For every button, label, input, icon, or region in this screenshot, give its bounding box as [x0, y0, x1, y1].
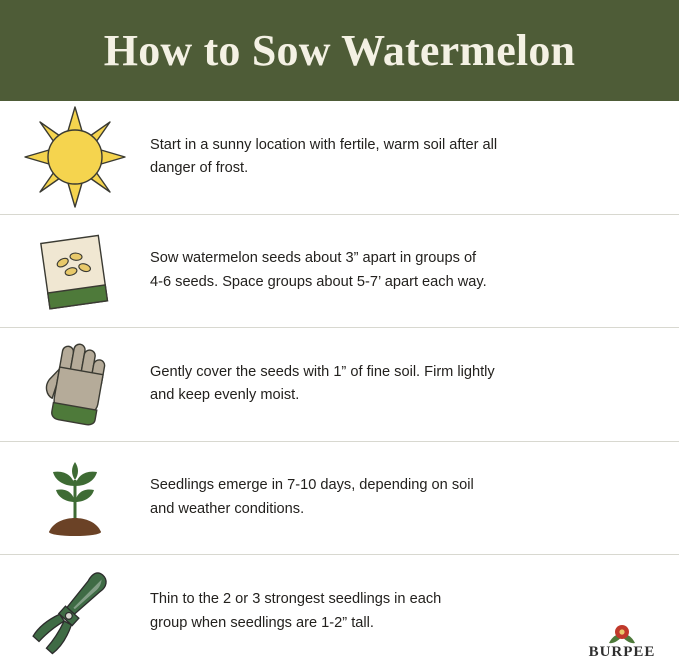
step-text-line: Start in a sunny location with fertile, warm soil after all — [150, 136, 498, 153]
burpee-flower-icon — [579, 623, 665, 647]
steps-list — [0, 101, 679, 668]
step-text-line: group when seedlings are 1-2” tall. — [150, 614, 374, 631]
list-item — [0, 215, 679, 329]
step-text-line: and weather conditions. — [150, 501, 305, 518]
list-item — [0, 328, 679, 442]
step-text-line: Sow watermelon seeds about 3” apart in groups of — [150, 250, 477, 267]
seed-packet-icon — [0, 219, 150, 323]
burpee-wordmark: BURPEE — [588, 644, 656, 660]
step-text-line: and keep evenly moist. — [150, 387, 300, 404]
seedling-sprout-icon — [0, 446, 150, 550]
step-text-line: danger of frost. — [150, 160, 249, 177]
sun-icon — [0, 105, 150, 209]
step-text — [150, 134, 679, 181]
step-text-line: 4-6 seeds. Space groups about 5-7’ apart each way. — [150, 273, 487, 290]
list-item — [0, 555, 679, 668]
list-item — [0, 442, 679, 556]
garden-glove-icon — [0, 332, 150, 436]
step-text-line: Seedlings emerge in 7-10 days, depending on soil — [150, 477, 474, 494]
burpee-logo — [579, 623, 665, 660]
step-text — [150, 361, 679, 408]
step-text — [150, 247, 679, 294]
header-banner — [0, 0, 679, 101]
step-text — [150, 474, 679, 521]
step-text-line: Thin to the 2 or 3 strongest seedlings in each — [150, 591, 442, 608]
list-item — [0, 101, 679, 215]
step-text-line: Gently cover the seeds with 1” of fine soil. Firm lightly — [150, 363, 495, 380]
pruning-shears-icon — [0, 560, 150, 664]
page-title: How to Sow Watermelon — [103, 25, 576, 75]
